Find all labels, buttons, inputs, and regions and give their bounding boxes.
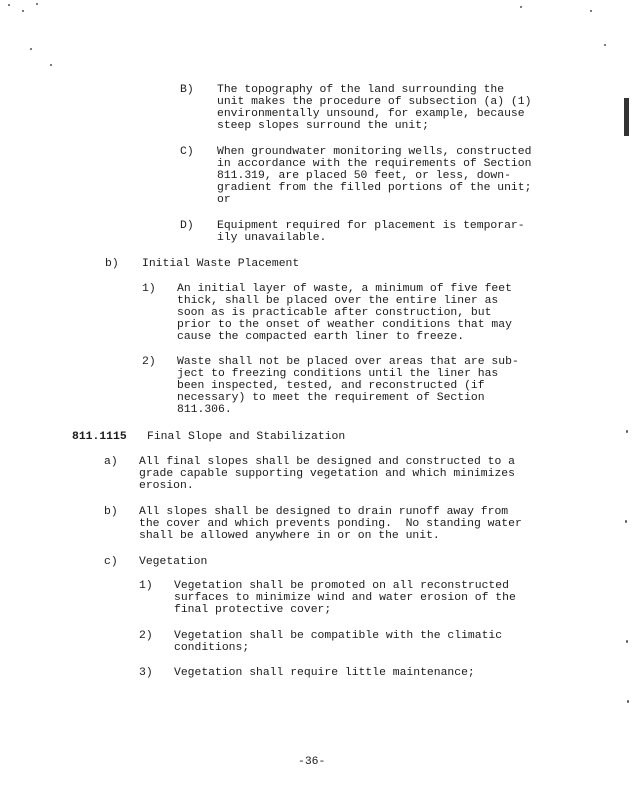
item-line: gradient from the filled portions of the unit; bbox=[217, 182, 532, 194]
item-line: An initial layer of waste, a minimum of five feet bbox=[177, 283, 512, 295]
item-line: environmentally unsound, for example, because bbox=[217, 108, 525, 120]
item-line: The topography of the land surrounding the bbox=[217, 84, 505, 96]
item-line: When groundwater monitoring wells, constructed bbox=[217, 146, 532, 158]
item-line: necessary) to meet the requirement of Section bbox=[177, 392, 485, 404]
scan-speck bbox=[50, 64, 52, 66]
item-line: cause the compacted earth liner to freeze. bbox=[177, 331, 465, 343]
item-line: Vegetation shall be compatible with the climatic bbox=[174, 630, 503, 642]
item-line: All slopes shall be designed to drain runoff away from bbox=[139, 506, 509, 518]
item-label: 1) bbox=[139, 580, 153, 592]
item-line: soon as is practicable after construction, but bbox=[177, 307, 492, 319]
item-label: C) bbox=[180, 146, 194, 158]
section-heading: Final Slope and Stabilization bbox=[147, 431, 346, 443]
item-label: c) bbox=[104, 556, 118, 568]
scan-speck bbox=[604, 44, 606, 46]
item-line: ily unavailable. bbox=[217, 232, 327, 244]
scan-speck bbox=[30, 48, 32, 50]
scan-speck bbox=[626, 640, 628, 643]
scan-speck bbox=[626, 430, 628, 433]
item-line: Waste shall not be placed over areas that are sub- bbox=[177, 356, 519, 368]
scan-speck bbox=[36, 3, 38, 5]
item-line: shall be allowed anywhere in or on the unit. bbox=[139, 530, 440, 542]
item-line: prior to the onset of weather conditions that may bbox=[177, 319, 512, 331]
item-line: or bbox=[217, 194, 231, 206]
item-label: b) bbox=[104, 506, 118, 518]
item-line: ject to freezing conditions until the liner has bbox=[177, 368, 499, 380]
scan-speck bbox=[520, 6, 522, 8]
item-heading: Vegetation bbox=[139, 556, 208, 568]
scan-speck bbox=[22, 10, 24, 12]
item-line: Vegetation shall be promoted on all reconstructed bbox=[174, 580, 509, 592]
item-label: B) bbox=[180, 84, 194, 96]
item-line: All final slopes shall be designed and constructed to a bbox=[139, 456, 515, 468]
item-line: 811.306. bbox=[177, 404, 232, 416]
item-line: thick, shall be placed over the entire liner as bbox=[177, 295, 499, 307]
item-line: steep slopes surround the unit; bbox=[217, 120, 429, 132]
item-line: grade capable supporting vegetation and which minimizes bbox=[139, 468, 515, 480]
item-label: 2) bbox=[139, 630, 153, 642]
scan-speck bbox=[625, 520, 627, 523]
item-label: 2) bbox=[142, 356, 156, 368]
item-line: erosion. bbox=[139, 480, 194, 492]
item-label: 1) bbox=[142, 283, 156, 295]
item-line: been inspected, tested, and reconstructed (if bbox=[177, 380, 485, 392]
page-number: -36- bbox=[298, 756, 326, 768]
item-line: unit makes the procedure of subsection (a) (1) bbox=[217, 96, 532, 108]
item-label: b) bbox=[105, 258, 119, 270]
item-line: conditions; bbox=[174, 642, 250, 654]
item-line: Equipment required for placement is temporar- bbox=[217, 220, 525, 232]
scan-edge-mark bbox=[624, 98, 629, 136]
section-number: 811.1115 bbox=[72, 431, 127, 443]
item-label: D) bbox=[180, 220, 194, 232]
item-line: the cover and which prevents ponding. No standing water bbox=[139, 518, 522, 530]
item-line: surfaces to minimize wind and water erosion of the bbox=[174, 592, 516, 604]
item-label: a) bbox=[104, 456, 118, 468]
item-line: final protective cover; bbox=[174, 604, 332, 616]
item-label: 3) bbox=[139, 667, 153, 679]
item-line: in accordance with the requirements of Section bbox=[217, 158, 532, 170]
section-heading: Initial Waste Placement bbox=[142, 258, 300, 270]
scan-speck bbox=[627, 700, 629, 703]
item-line: 811.319, are placed 50 feet, or less, down- bbox=[217, 170, 511, 182]
item-line: Vegetation shall require little maintenance; bbox=[174, 667, 475, 679]
scan-speck bbox=[590, 10, 592, 12]
scan-speck bbox=[8, 4, 10, 6]
